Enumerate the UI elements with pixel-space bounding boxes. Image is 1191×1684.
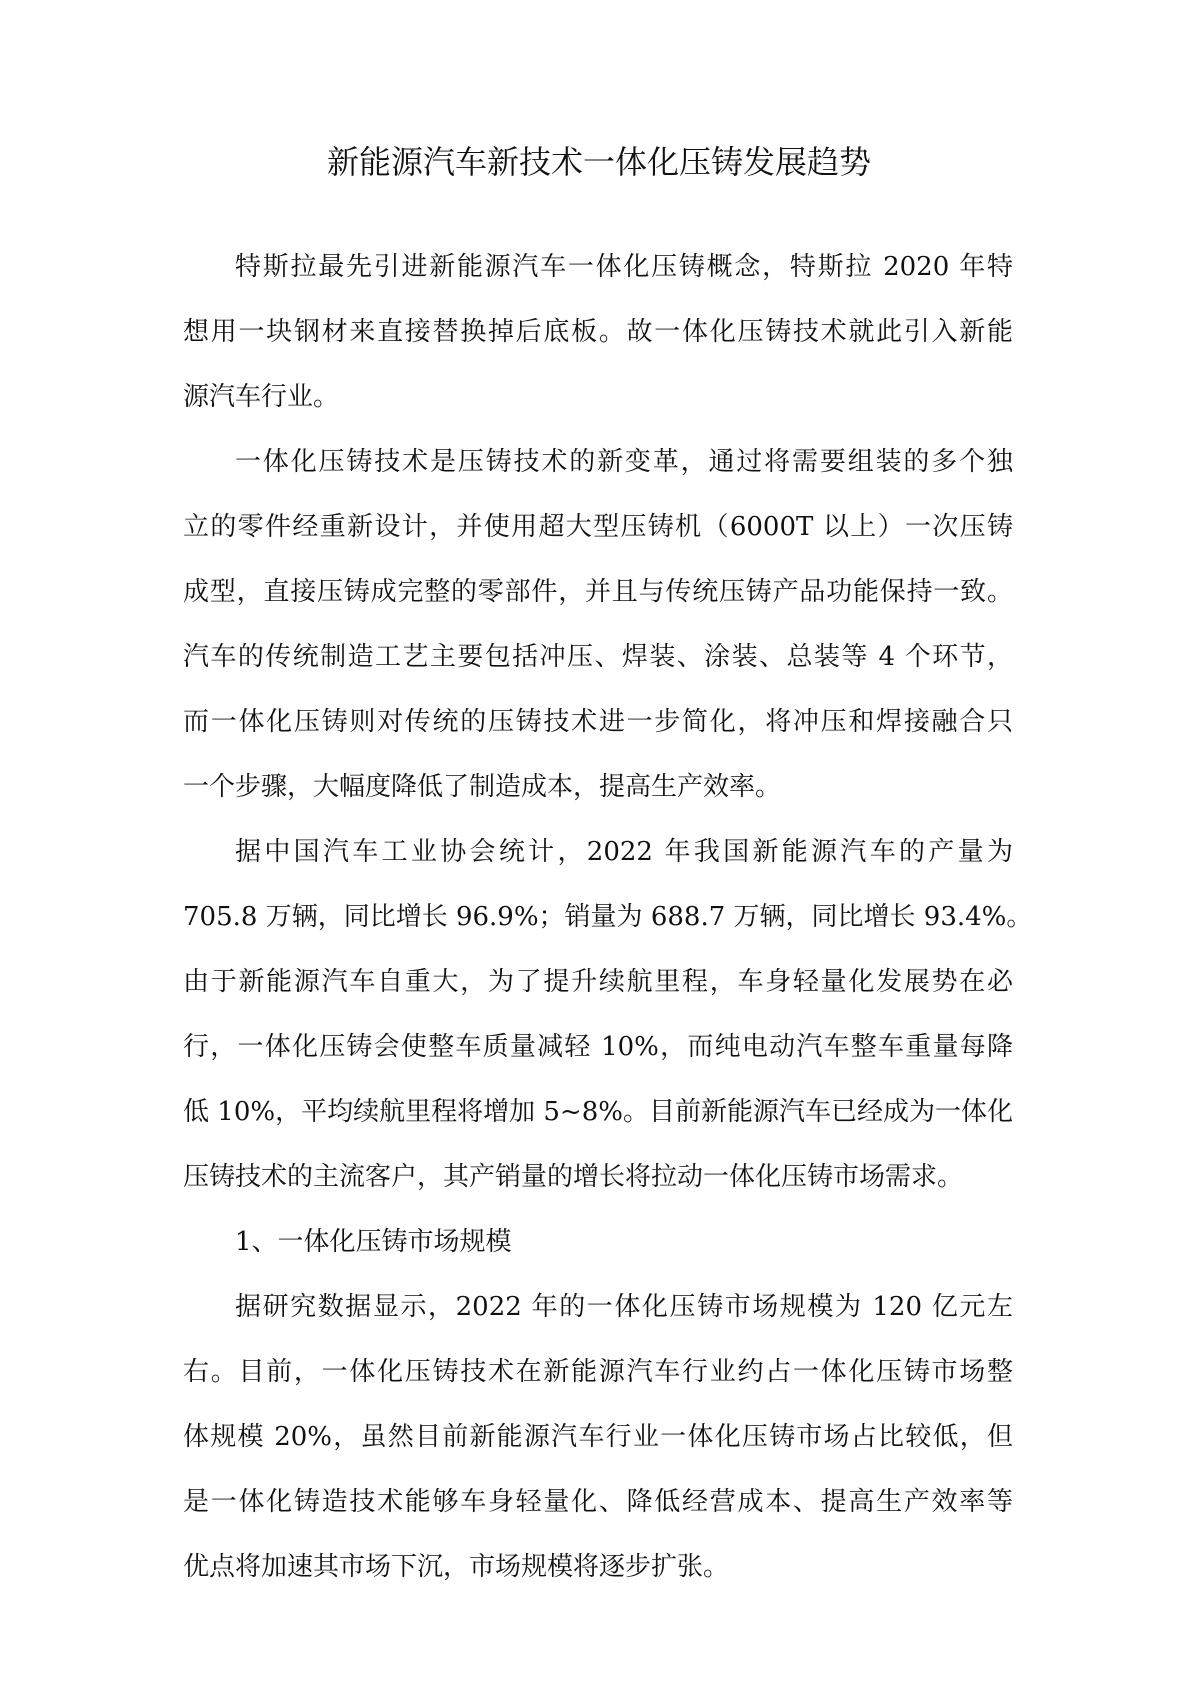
text-line: 源汽车行业。 [183,382,340,412]
document-body [183,235,1033,1600]
text-line: 而一体化压铸则对传统的压铸技术进一步简化，将冲压和焊接融合只 [183,707,1013,737]
text-line: 一个步骤，大幅度降低了制造成本，提高生产效率。 [183,772,782,802]
text-line: 成型，直接压铸成完整的零部件，并且与传统压铸产品功能保持一致。 [183,577,1013,607]
paragraph-statistics [183,820,1033,1210]
text-line: 行，一体化压铸会使整车质量减轻 10%，而纯电动汽车整车重量每降 [183,1032,1013,1062]
text-line: 是一体化铸造技术能够车身轻量化、降低经营成本、提高生产效率等 [183,1487,1013,1517]
text-line: 想用一块钢材来直接替换掉后底板。故一体化压铸技术就此引入新能 [183,317,1013,347]
text-line: 优点将加速其市场下沉，市场规模将逐步扩张。 [183,1552,730,1582]
text-line: 低 10%，平均续航里程将增加 5~8%。目前新能源汽车已经成为一体化 [183,1097,1013,1127]
text-line: 据研究数据显示，2022 年的一体化压铸市场规模为 120 亿元左 [235,1292,1013,1322]
text-line: 特斯拉最先引进新能源汽车一体化压铸概念，特斯拉 2020 年特 [235,252,1013,282]
text-line: 立的零件经重新设计，并使用超大型压铸机（6000T 以上）一次压铸 [183,512,1013,542]
document-title: 新能源汽车新技术一体化压铸发展趋势 [326,143,871,181]
paragraph-intro [183,235,1013,430]
section-heading: 1、一体化压铸市场规模 [235,1227,512,1257]
text-line: 一体化压铸技术是压铸技术的新变革，通过将需要组装的多个独 [235,447,1013,477]
paragraph-technology [183,430,1013,820]
paragraph-market-size [183,1275,1013,1600]
text-line: 汽车的传统制造工艺主要包括冲压、焊装、涂装、总装等 4 个环节， [183,642,1013,672]
text-line: 体规模 20%，虽然目前新能源汽车行业一体化压铸市场占比较低，但 [183,1422,1013,1452]
text-line: 右。目前，一体化压铸技术在新能源汽车行业约占一体化压铸市场整 [183,1357,1013,1387]
text-line: 705.8 万辆，同比增长 96.9%；销量为 688.7 万辆，同比增长 93.4%。 [183,902,1033,932]
text-line: 由于新能源汽车自重大，为了提升续航里程，车身轻量化发展势在必 [183,967,1013,997]
text-line: 压铸技术的主流客户，其产销量的增长将拉动一体化压铸市场需求。 [183,1162,964,1192]
text-line: 据中国汽车工业协会统计，2022 年我国新能源汽车的产量为 [235,837,1013,867]
